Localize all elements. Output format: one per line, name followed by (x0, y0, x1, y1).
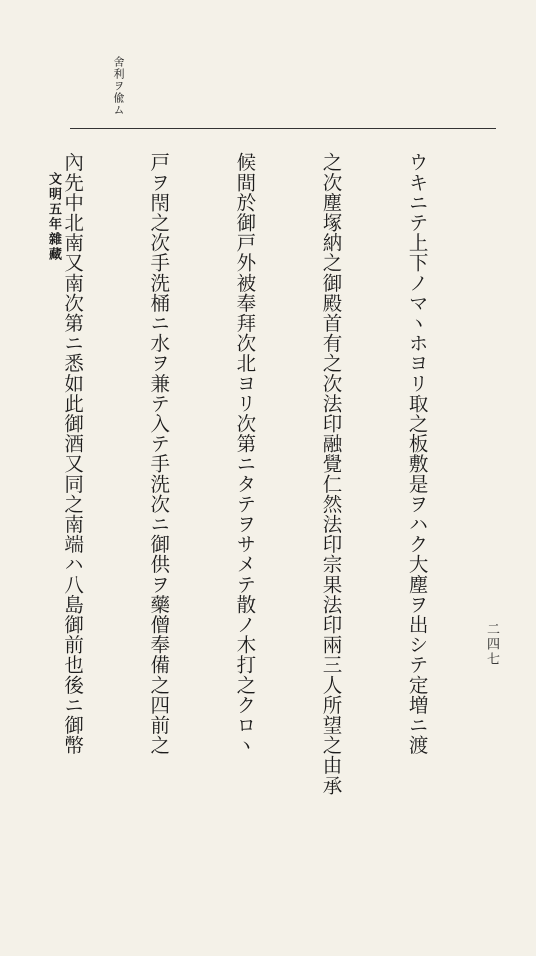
text-column: 候間於御戸外被奉拜次北ヨリ次第ニタテヲサメテ散ノ木打之クロヽ (230, 152, 259, 782)
text-column: 戸ヲ閇之次手洗桶ニ水ヲ兼テ入テ手洗次ニ御供ヲ藥僧奉備之四前之 (144, 152, 173, 782)
margin-note: 舍利ヲ偸ム (112, 56, 125, 116)
page-number: 二四七 (482, 622, 501, 667)
text-column: ウキニテ上下ノマヽホヨリ取之板敷是ヲハク大塵ヲ出シテ定増ニ渡 (402, 152, 431, 782)
header-rule (70, 128, 496, 129)
running-head: 文明五年雜藏 (44, 172, 63, 262)
text-column: 內先中北南又南次第ニ悉如此御酒又同之南端ハ八島御前也後ニ御幣 (57, 152, 86, 782)
body-text (86, 152, 488, 782)
text-column: 之次塵塚納之御殿首有之次法印融覺仁然法印宗果法印兩三人所望之由承 (316, 152, 345, 782)
